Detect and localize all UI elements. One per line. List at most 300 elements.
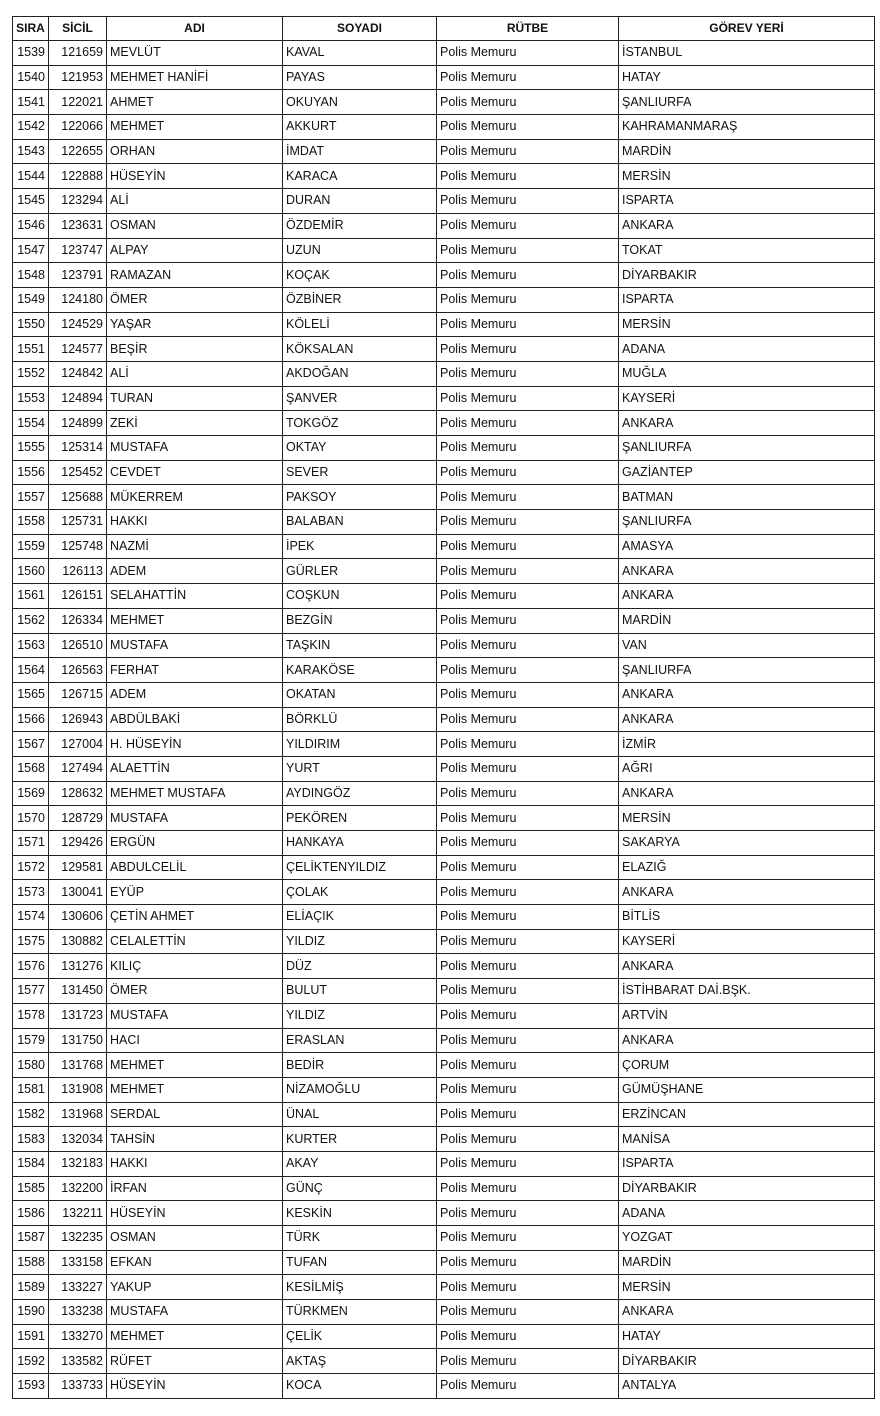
cell-soyadi: SEVER: [283, 460, 437, 485]
table-header-row: [13, 17, 875, 41]
cell-sicil: 132183: [49, 1151, 107, 1176]
cell-soyadi: TUFAN: [283, 1250, 437, 1275]
cell-sira: 1570: [13, 806, 49, 831]
cell-sira: 1546: [13, 213, 49, 238]
header-sicil: SİCİL: [49, 17, 107, 41]
cell-rutbe: Polis Memuru: [437, 485, 619, 510]
cell-adi: ALAETTİN: [107, 756, 283, 781]
cell-sira: 1562: [13, 608, 49, 633]
cell-rutbe: Polis Memuru: [437, 337, 619, 362]
cell-soyadi: KÖKSALAN: [283, 337, 437, 362]
cell-sira: 1585: [13, 1176, 49, 1201]
cell-soyadi: ÖZDEMİR: [283, 213, 437, 238]
cell-sira: 1586: [13, 1201, 49, 1226]
cell-adi: MUSTAFA: [107, 633, 283, 658]
cell-gorev-yeri: MARDİN: [619, 1250, 875, 1275]
cell-rutbe: Polis Memuru: [437, 361, 619, 386]
cell-gorev-yeri: YOZGAT: [619, 1226, 875, 1251]
cell-adi: ÖMER: [107, 979, 283, 1004]
cell-gorev-yeri: ERZİNCAN: [619, 1102, 875, 1127]
cell-gorev-yeri: MERSİN: [619, 312, 875, 337]
cell-sira: 1557: [13, 485, 49, 510]
cell-soyadi: ÜNAL: [283, 1102, 437, 1127]
cell-adi: YAKUP: [107, 1275, 283, 1300]
cell-gorev-yeri: ŞANLIURFA: [619, 436, 875, 461]
cell-sicil: 126563: [49, 658, 107, 683]
cell-sira: 1583: [13, 1127, 49, 1152]
cell-gorev-yeri: DİYARBAKIR: [619, 1176, 875, 1201]
table-row: [13, 831, 875, 856]
cell-sira: 1582: [13, 1102, 49, 1127]
cell-soyadi: YILDIZ: [283, 929, 437, 954]
table-row: [13, 1349, 875, 1374]
cell-sira: 1593: [13, 1374, 49, 1399]
cell-sicil: 127004: [49, 732, 107, 757]
cell-sicil: 126334: [49, 608, 107, 633]
cell-sira: 1544: [13, 164, 49, 189]
cell-rutbe: Polis Memuru: [437, 707, 619, 732]
header-adi: ADI: [107, 17, 283, 41]
cell-soyadi: ERASLAN: [283, 1028, 437, 1053]
table-body: [13, 41, 875, 1399]
cell-rutbe: Polis Memuru: [437, 1127, 619, 1152]
table-row: [13, 658, 875, 683]
cell-soyadi: ELİAÇIK: [283, 905, 437, 930]
cell-adi: CELALETTİN: [107, 929, 283, 954]
cell-adi: AHMET: [107, 90, 283, 115]
cell-sira: 1554: [13, 411, 49, 436]
cell-sicil: 132034: [49, 1127, 107, 1152]
cell-adi: FERHAT: [107, 658, 283, 683]
cell-gorev-yeri: MARDİN: [619, 608, 875, 633]
table-row: [13, 238, 875, 263]
cell-soyadi: BALABAN: [283, 510, 437, 535]
table-row: [13, 1028, 875, 1053]
cell-adi: İRFAN: [107, 1176, 283, 1201]
cell-sira: 1541: [13, 90, 49, 115]
cell-sicil: 122021: [49, 90, 107, 115]
cell-sicil: 131968: [49, 1102, 107, 1127]
cell-sicil: 129426: [49, 831, 107, 856]
cell-gorev-yeri: KAYSERİ: [619, 386, 875, 411]
cell-sira: 1587: [13, 1226, 49, 1251]
cell-sicil: 126151: [49, 584, 107, 609]
cell-soyadi: OKATAN: [283, 682, 437, 707]
cell-soyadi: PAYAS: [283, 65, 437, 90]
cell-adi: MEHMET: [107, 115, 283, 140]
cell-soyadi: KARAKÖSE: [283, 658, 437, 683]
cell-adi: TAHSİN: [107, 1127, 283, 1152]
cell-soyadi: KESKİN: [283, 1201, 437, 1226]
table-row: [13, 559, 875, 584]
cell-rutbe: Polis Memuru: [437, 1151, 619, 1176]
cell-gorev-yeri: ANKARA: [619, 707, 875, 732]
cell-gorev-yeri: ISPARTA: [619, 1151, 875, 1176]
cell-rutbe: Polis Memuru: [437, 929, 619, 954]
cell-sicil: 128632: [49, 781, 107, 806]
table-row: [13, 361, 875, 386]
table-row: [13, 460, 875, 485]
cell-adi: KILIÇ: [107, 954, 283, 979]
cell-rutbe: Polis Memuru: [437, 831, 619, 856]
header-sira: SIRA: [13, 17, 49, 41]
cell-sicil: 127494: [49, 756, 107, 781]
cell-sira: 1578: [13, 1003, 49, 1028]
table-row: [13, 781, 875, 806]
cell-adi: ALİ: [107, 189, 283, 214]
cell-soyadi: BEDİR: [283, 1053, 437, 1078]
cell-gorev-yeri: ELAZIĞ: [619, 855, 875, 880]
cell-adi: HÜSEYİN: [107, 164, 283, 189]
cell-adi: CEVDET: [107, 460, 283, 485]
cell-gorev-yeri: MERSİN: [619, 1275, 875, 1300]
cell-sira: 1556: [13, 460, 49, 485]
cell-sicil: 131450: [49, 979, 107, 1004]
table-row: [13, 1250, 875, 1275]
cell-sicil: 132200: [49, 1176, 107, 1201]
cell-rutbe: Polis Memuru: [437, 954, 619, 979]
cell-adi: ÇETİN AHMET: [107, 905, 283, 930]
cell-sira: 1588: [13, 1250, 49, 1275]
table-row: [13, 65, 875, 90]
table-row: [13, 1275, 875, 1300]
table-row: [13, 682, 875, 707]
cell-sira: 1573: [13, 880, 49, 905]
table-row: [13, 855, 875, 880]
table-row: [13, 1324, 875, 1349]
cell-sicil: 131768: [49, 1053, 107, 1078]
cell-soyadi: BULUT: [283, 979, 437, 1004]
cell-sira: 1561: [13, 584, 49, 609]
cell-rutbe: Polis Memuru: [437, 411, 619, 436]
cell-adi: MEHMET: [107, 608, 283, 633]
table-row: [13, 312, 875, 337]
cell-sira: 1545: [13, 189, 49, 214]
cell-sira: 1575: [13, 929, 49, 954]
table-row: [13, 1374, 875, 1399]
cell-soyadi: YILDIRIM: [283, 732, 437, 757]
table-row: [13, 1201, 875, 1226]
table-row: [13, 1077, 875, 1102]
cell-sicil: 131908: [49, 1077, 107, 1102]
table-row: [13, 436, 875, 461]
cell-rutbe: Polis Memuru: [437, 460, 619, 485]
cell-sicil: 129581: [49, 855, 107, 880]
cell-adi: ABDÜLBAKİ: [107, 707, 283, 732]
cell-adi: OSMAN: [107, 1226, 283, 1251]
cell-rutbe: Polis Memuru: [437, 1250, 619, 1275]
cell-sicil: 132211: [49, 1201, 107, 1226]
cell-soyadi: AKDOĞAN: [283, 361, 437, 386]
cell-rutbe: Polis Memuru: [437, 263, 619, 288]
cell-sicil: 121659: [49, 41, 107, 66]
cell-sicil: 122888: [49, 164, 107, 189]
cell-soyadi: BÖRKLÜ: [283, 707, 437, 732]
cell-sira: 1581: [13, 1077, 49, 1102]
cell-sicil: 125452: [49, 460, 107, 485]
cell-sira: 1552: [13, 361, 49, 386]
cell-adi: EYÜP: [107, 880, 283, 905]
cell-soyadi: ŞANVER: [283, 386, 437, 411]
cell-sicil: 133158: [49, 1250, 107, 1275]
cell-sira: 1589: [13, 1275, 49, 1300]
table-row: [13, 633, 875, 658]
table-row: [13, 213, 875, 238]
cell-soyadi: KESİLMİŞ: [283, 1275, 437, 1300]
cell-rutbe: Polis Memuru: [437, 1028, 619, 1053]
cell-sicil: 124899: [49, 411, 107, 436]
cell-adi: MEHMET MUSTAFA: [107, 781, 283, 806]
table-row: [13, 1053, 875, 1078]
cell-sicil: 133582: [49, 1349, 107, 1374]
cell-soyadi: UZUN: [283, 238, 437, 263]
cell-sicil: 133238: [49, 1300, 107, 1325]
cell-gorev-yeri: ÇORUM: [619, 1053, 875, 1078]
cell-adi: HACI: [107, 1028, 283, 1053]
table-row: [13, 954, 875, 979]
cell-rutbe: Polis Memuru: [437, 386, 619, 411]
cell-rutbe: Polis Memuru: [437, 1275, 619, 1300]
cell-sira: 1574: [13, 905, 49, 930]
table-row: [13, 337, 875, 362]
table-row: [13, 41, 875, 66]
cell-gorev-yeri: İZMİR: [619, 732, 875, 757]
cell-soyadi: OKTAY: [283, 436, 437, 461]
cell-sicil: 126510: [49, 633, 107, 658]
table-row: [13, 905, 875, 930]
cell-sicil: 124842: [49, 361, 107, 386]
cell-soyadi: ÇELİKTENYILDIZ: [283, 855, 437, 880]
cell-gorev-yeri: AMASYA: [619, 534, 875, 559]
cell-rutbe: Polis Memuru: [437, 979, 619, 1004]
cell-sira: 1590: [13, 1300, 49, 1325]
cell-adi: ZEKİ: [107, 411, 283, 436]
table-row: [13, 1127, 875, 1152]
cell-rutbe: Polis Memuru: [437, 1349, 619, 1374]
cell-rutbe: Polis Memuru: [437, 806, 619, 831]
table-row: [13, 263, 875, 288]
cell-sicil: 133270: [49, 1324, 107, 1349]
cell-sira: 1547: [13, 238, 49, 263]
cell-rutbe: Polis Memuru: [437, 1374, 619, 1399]
cell-gorev-yeri: BİTLİS: [619, 905, 875, 930]
cell-soyadi: KOCA: [283, 1374, 437, 1399]
cell-sira: 1577: [13, 979, 49, 1004]
header-soyadi: SOYADI: [283, 17, 437, 41]
cell-soyadi: OKUYAN: [283, 90, 437, 115]
cell-adi: HAKKI: [107, 1151, 283, 1176]
cell-soyadi: GÜNÇ: [283, 1176, 437, 1201]
cell-gorev-yeri: İSTİHBARAT DAİ.BŞK.: [619, 979, 875, 1004]
cell-rutbe: Polis Memuru: [437, 1300, 619, 1325]
cell-sira: 1565: [13, 682, 49, 707]
table-row: [13, 164, 875, 189]
cell-sicil: 121953: [49, 65, 107, 90]
cell-sicil: 125731: [49, 510, 107, 535]
cell-soyadi: DURAN: [283, 189, 437, 214]
cell-sira: 1563: [13, 633, 49, 658]
cell-gorev-yeri: DİYARBAKIR: [619, 1349, 875, 1374]
table-row: [13, 189, 875, 214]
cell-sira: 1550: [13, 312, 49, 337]
table-row: [13, 1226, 875, 1251]
cell-sira: 1579: [13, 1028, 49, 1053]
cell-sira: 1580: [13, 1053, 49, 1078]
table-row: [13, 1003, 875, 1028]
cell-adi: MEHMET HANİFİ: [107, 65, 283, 90]
cell-adi: ADEM: [107, 682, 283, 707]
cell-sicil: 122655: [49, 139, 107, 164]
cell-soyadi: ÇELİK: [283, 1324, 437, 1349]
cell-sira: 1558: [13, 510, 49, 535]
table-row: [13, 880, 875, 905]
cell-sira: 1584: [13, 1151, 49, 1176]
cell-adi: ALİ: [107, 361, 283, 386]
cell-rutbe: Polis Memuru: [437, 855, 619, 880]
cell-sira: 1549: [13, 287, 49, 312]
cell-rutbe: Polis Memuru: [437, 584, 619, 609]
cell-rutbe: Polis Memuru: [437, 1324, 619, 1349]
table-row: [13, 732, 875, 757]
table-row: [13, 139, 875, 164]
cell-adi: MEHMET: [107, 1077, 283, 1102]
cell-gorev-yeri: ANKARA: [619, 411, 875, 436]
cell-rutbe: Polis Memuru: [437, 756, 619, 781]
cell-gorev-yeri: GÜMÜŞHANE: [619, 1077, 875, 1102]
cell-rutbe: Polis Memuru: [437, 781, 619, 806]
table-row: [13, 584, 875, 609]
cell-gorev-yeri: SAKARYA: [619, 831, 875, 856]
cell-soyadi: PEKÖREN: [283, 806, 437, 831]
cell-rutbe: Polis Memuru: [437, 189, 619, 214]
cell-gorev-yeri: ANKARA: [619, 781, 875, 806]
cell-rutbe: Polis Memuru: [437, 1102, 619, 1127]
cell-rutbe: Polis Memuru: [437, 287, 619, 312]
cell-adi: NAZMİ: [107, 534, 283, 559]
cell-rutbe: Polis Memuru: [437, 41, 619, 66]
cell-sira: 1576: [13, 954, 49, 979]
cell-sira: 1591: [13, 1324, 49, 1349]
table-row: [13, 806, 875, 831]
cell-sira: 1542: [13, 115, 49, 140]
cell-sira: 1568: [13, 756, 49, 781]
cell-gorev-yeri: ISPARTA: [619, 287, 875, 312]
cell-soyadi: KOÇAK: [283, 263, 437, 288]
cell-sicil: 126943: [49, 707, 107, 732]
cell-soyadi: KURTER: [283, 1127, 437, 1152]
cell-soyadi: YILDIZ: [283, 1003, 437, 1028]
cell-sicil: 126113: [49, 559, 107, 584]
cell-soyadi: KARACA: [283, 164, 437, 189]
cell-gorev-yeri: ANKARA: [619, 584, 875, 609]
cell-rutbe: Polis Memuru: [437, 436, 619, 461]
cell-soyadi: KÖLELİ: [283, 312, 437, 337]
cell-adi: ADEM: [107, 559, 283, 584]
cell-sira: 1543: [13, 139, 49, 164]
cell-adi: SELAHATTİN: [107, 584, 283, 609]
cell-gorev-yeri: MUĞLA: [619, 361, 875, 386]
cell-sicil: 123631: [49, 213, 107, 238]
cell-adi: MUSTAFA: [107, 1300, 283, 1325]
cell-gorev-yeri: ANKARA: [619, 880, 875, 905]
cell-soyadi: AKAY: [283, 1151, 437, 1176]
cell-gorev-yeri: İSTANBUL: [619, 41, 875, 66]
cell-adi: RAMAZAN: [107, 263, 283, 288]
cell-soyadi: AKTAŞ: [283, 1349, 437, 1374]
cell-gorev-yeri: KAHRAMANMARAŞ: [619, 115, 875, 140]
cell-soyadi: TOKGÖZ: [283, 411, 437, 436]
cell-rutbe: Polis Memuru: [437, 905, 619, 930]
cell-rutbe: Polis Memuru: [437, 880, 619, 905]
cell-adi: ÖMER: [107, 287, 283, 312]
cell-rutbe: Polis Memuru: [437, 510, 619, 535]
cell-gorev-yeri: ŞANLIURFA: [619, 510, 875, 535]
cell-gorev-yeri: ARTVİN: [619, 1003, 875, 1028]
table-row: [13, 608, 875, 633]
cell-sira: 1560: [13, 559, 49, 584]
table-row: [13, 929, 875, 954]
cell-adi: MUSTAFA: [107, 1003, 283, 1028]
cell-adi: YAŞAR: [107, 312, 283, 337]
cell-sicil: 132235: [49, 1226, 107, 1251]
cell-soyadi: TAŞKIN: [283, 633, 437, 658]
cell-adi: SERDAL: [107, 1102, 283, 1127]
cell-rutbe: Polis Memuru: [437, 65, 619, 90]
cell-adi: ABDULCELİL: [107, 855, 283, 880]
cell-rutbe: Polis Memuru: [437, 1003, 619, 1028]
cell-rutbe: Polis Memuru: [437, 213, 619, 238]
cell-adi: MEVLÜT: [107, 41, 283, 66]
table-row: [13, 1102, 875, 1127]
cell-sicil: 133227: [49, 1275, 107, 1300]
cell-sira: 1564: [13, 658, 49, 683]
cell-sira: 1555: [13, 436, 49, 461]
table-row: [13, 534, 875, 559]
cell-rutbe: Polis Memuru: [437, 559, 619, 584]
cell-adi: ORHAN: [107, 139, 283, 164]
cell-gorev-yeri: BATMAN: [619, 485, 875, 510]
cell-adi: MÜKERREM: [107, 485, 283, 510]
cell-soyadi: İMDAT: [283, 139, 437, 164]
cell-sira: 1559: [13, 534, 49, 559]
cell-rutbe: Polis Memuru: [437, 682, 619, 707]
cell-sira: 1539: [13, 41, 49, 66]
cell-sicil: 130041: [49, 880, 107, 905]
cell-gorev-yeri: MANİSA: [619, 1127, 875, 1152]
cell-gorev-yeri: TOKAT: [619, 238, 875, 263]
cell-sicil: 130606: [49, 905, 107, 930]
cell-gorev-yeri: ANKARA: [619, 559, 875, 584]
cell-gorev-yeri: HATAY: [619, 65, 875, 90]
cell-adi: OSMAN: [107, 213, 283, 238]
cell-sicil: 123294: [49, 189, 107, 214]
personnel-table: [12, 16, 875, 1399]
cell-rutbe: Polis Memuru: [437, 1226, 619, 1251]
cell-gorev-yeri: ANKARA: [619, 1300, 875, 1325]
cell-sira: 1567: [13, 732, 49, 757]
cell-adi: MEHMET: [107, 1324, 283, 1349]
cell-soyadi: TÜRKMEN: [283, 1300, 437, 1325]
cell-sicil: 124180: [49, 287, 107, 312]
cell-rutbe: Polis Memuru: [437, 658, 619, 683]
cell-rutbe: Polis Memuru: [437, 633, 619, 658]
cell-gorev-yeri: ŞANLIURFA: [619, 90, 875, 115]
cell-sicil: 128729: [49, 806, 107, 831]
cell-soyadi: İPEK: [283, 534, 437, 559]
cell-sicil: 122066: [49, 115, 107, 140]
cell-sira: 1569: [13, 781, 49, 806]
cell-adi: EFKAN: [107, 1250, 283, 1275]
